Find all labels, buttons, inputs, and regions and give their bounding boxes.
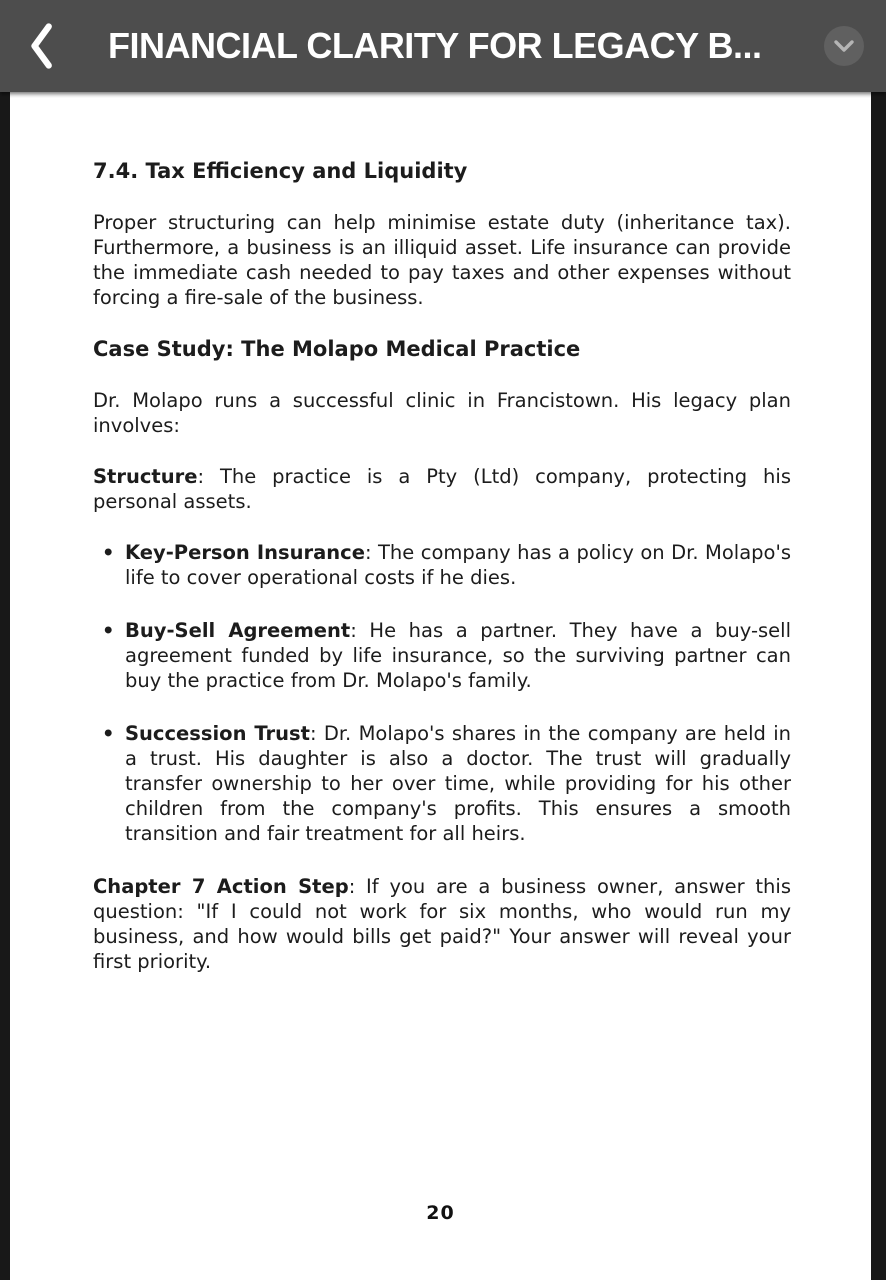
collapse-button[interactable] bbox=[824, 26, 864, 66]
bullet-text: : Dr. Molapo's shares in the company are held in a trust. His daughter is also a doctor. The trust will gradually transfer ownership to her over time, while providing for his other children from the company's profits. This ensures a smooth transition and fair treatment for all heirs. bbox=[125, 722, 791, 845]
legacy-plan-bullet-list bbox=[93, 540, 791, 846]
case-study-heading: Case Study: The Molapo Medical Practice bbox=[93, 337, 581, 361]
page-title: FINANCIAL CLARITY FOR LEGACY B... bbox=[108, 25, 762, 66]
paragraph-tax-efficiency: Proper structuring can help minimise estate duty (inheritance tax). Furthermore, a business is an illiquid asset. Life insurance can provide the immediate cash needed to pay taxes and other expenses without forcing a fire-sale of the business. bbox=[93, 211, 791, 309]
bullet-lead: Key-Person Insurance bbox=[125, 541, 365, 564]
back-button[interactable] bbox=[24, 16, 70, 76]
list-item bbox=[93, 540, 791, 590]
bullet-lead: Succession Trust bbox=[125, 722, 310, 745]
section-heading: 7.4. Tax Efficiency and Liquidity bbox=[93, 159, 468, 183]
list-item bbox=[93, 721, 791, 846]
app-header bbox=[0, 0, 886, 92]
paragraph-action-step bbox=[93, 874, 791, 974]
bullet-text: : He has a partner. They have a buy-sell agreement funded by life insurance, so the surviving partner can buy the practice from Dr. Molapo's family. bbox=[125, 619, 792, 692]
action-step-lead: Chapter 7 Action Step bbox=[93, 875, 349, 898]
page-number: 20 bbox=[426, 1202, 455, 1224]
list-item bbox=[93, 618, 791, 693]
structure-text: : The practice is a Pty (Ltd) company, protecting his personal assets. bbox=[93, 465, 791, 513]
paragraph-case-intro: Dr. Molapo runs a successful clinic in Francistown. His legacy plan involves: bbox=[93, 389, 791, 437]
bullet-text: : The company has a policy on Dr. Molapo's life to cover operational costs if he dies. bbox=[125, 541, 791, 589]
chevron-left-icon bbox=[24, 19, 60, 73]
paragraph-structure bbox=[93, 464, 791, 514]
chevron-down-icon bbox=[833, 39, 855, 53]
action-step-text: : If you are a business owner, answer this question: "If I could not work for six months, who would run my business, and how would bills get paid?" Your answer will reveal your first priority. bbox=[93, 875, 791, 973]
document-page[interactable] bbox=[10, 92, 871, 1280]
bullet-lead: Buy-Sell Agreement bbox=[125, 619, 351, 642]
structure-lead: Structure bbox=[93, 465, 198, 488]
page-content bbox=[10, 92, 871, 974]
